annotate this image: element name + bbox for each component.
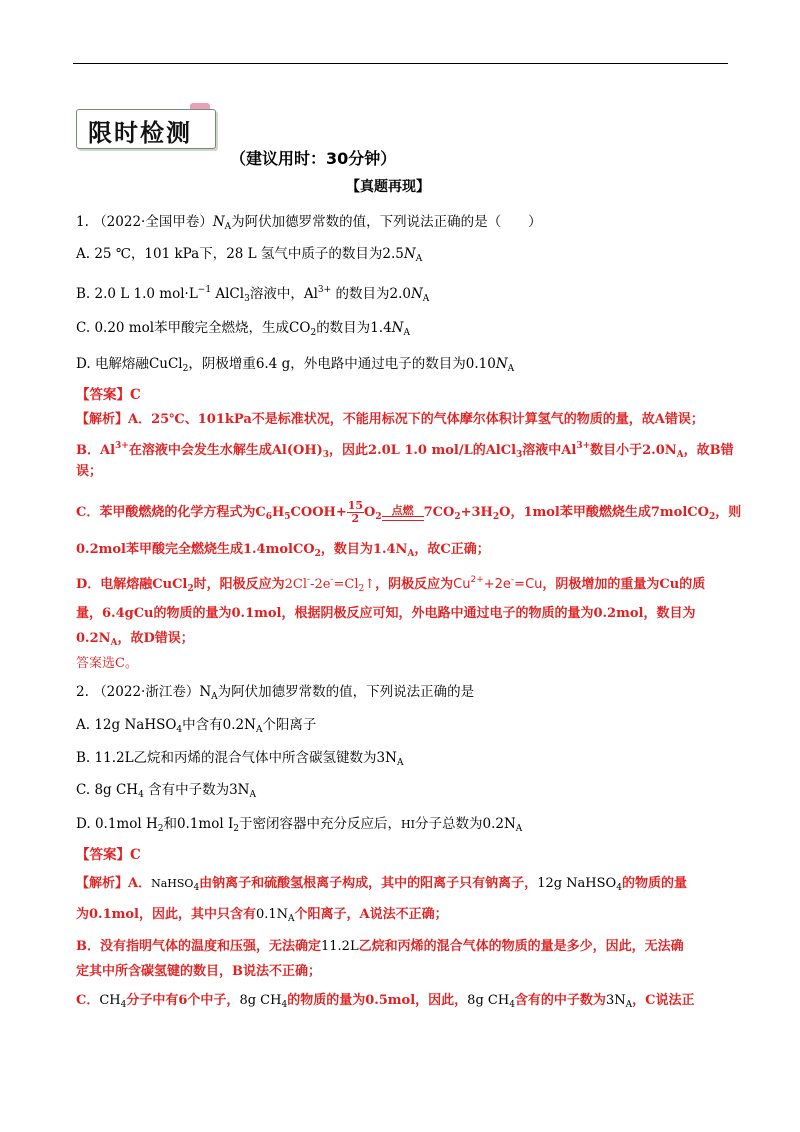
option-text: 3N: [229, 782, 250, 798]
option-text: 0.1mol H: [94, 816, 158, 832]
option-sub: A: [415, 254, 423, 264]
exp-text: +3H: [460, 505, 493, 520]
exp-text: ，则: [715, 505, 742, 520]
section-badge: [76, 103, 216, 149]
q2-source: （2022·浙江卷）: [93, 684, 200, 700]
option-text: 中含有: [182, 717, 223, 733]
option-sub: A: [422, 294, 430, 304]
option-sub: 2: [157, 824, 164, 834]
exp-sup: 3+: [115, 441, 129, 451]
exp-sup: 2+: [470, 575, 484, 585]
q2-exp-a-line2: [76, 905, 448, 929]
option-text: 8g CH: [94, 782, 139, 798]
exp-text: 时，阳极反应为: [193, 577, 285, 592]
q2-option-c: [76, 780, 256, 805]
exp-text: ，C说法正: [632, 993, 695, 1008]
exp-text: C．苯甲酸燃烧的化学方程式为: [76, 505, 256, 520]
exp-text: 0.1N: [255, 907, 289, 922]
exp-text: =Cu: [514, 577, 543, 592]
q1-exp-a: 【解析】A．25℃、101kPa不是标准状况，不能用标况下的气体摩尔体积计算氢气的物质的量，故A错误；: [76, 412, 704, 427]
option-label: B.: [76, 750, 91, 766]
condition-label: 点燃: [391, 503, 414, 517]
option-text: 分子总数为: [414, 816, 483, 832]
exp-text: ，数目为1.4N: [320, 542, 408, 557]
q1-exp-c-line1: [76, 500, 741, 527]
option-sub: 2: [182, 364, 189, 374]
exp-sub: 3: [516, 450, 523, 460]
badge-title: 限时检测: [88, 119, 192, 147]
exp-sub: A: [676, 450, 684, 460]
reaction-condition: [382, 505, 424, 521]
option-text: ，阴极增重: [188, 356, 256, 372]
q1-exp-d-line1: [76, 570, 705, 599]
exp-text: Cu: [453, 577, 471, 592]
option-text: 的数目为: [316, 320, 371, 336]
option-label: C.: [76, 320, 91, 336]
top-rule: [73, 63, 728, 64]
q1-exp-d-line2: 量，6.4gCu的物质的量为0.1mol，根据阴极反应可知，外电路中通过电子的物质的量为0.2mol，数目为: [76, 606, 696, 621]
exp-text: ，故B错: [683, 443, 734, 458]
option-sub: 2: [310, 328, 317, 338]
option-label: D.: [76, 356, 91, 372]
exp-sub: A: [407, 549, 415, 559]
exp-sub: 3: [322, 450, 330, 460]
q1-exp-c-line2: [76, 540, 490, 564]
fraction-den: 2: [351, 512, 360, 525]
q1-option-a: [76, 244, 422, 269]
q2-exp-a-line1: [76, 874, 687, 898]
option-text: 氢气中质子的数目为: [260, 246, 383, 262]
option-text: 下，: [199, 246, 227, 262]
exp-sub: 2: [492, 512, 500, 522]
exp-text: 个阳离子，A说法不正确；: [294, 907, 448, 922]
exp-text: B．没有指明气体的温度和压强，无法确定: [76, 939, 321, 954]
exp-text: -2e: [310, 577, 331, 592]
exp-sub: 4: [509, 1000, 515, 1010]
option-text: ，外电路中通过电子的数目为: [290, 356, 466, 372]
exp-text: 的物质的量为0.5mol，因此，: [287, 993, 468, 1008]
exp-sub: 2: [187, 584, 194, 594]
option-label: A.: [76, 717, 91, 733]
exp-text: 数目小于2.0N: [590, 443, 677, 458]
q2-option-d: [76, 814, 522, 839]
exp-text: COOH+: [290, 505, 347, 520]
q1-na: N: [212, 214, 225, 230]
q2-na-sub: A: [211, 692, 218, 702]
option-text: 0.10: [465, 356, 496, 372]
q1-num: 1.: [76, 214, 89, 230]
q1-exp-b-line1: [76, 436, 734, 465]
exp-sub: 4: [120, 1000, 127, 1010]
option-text: 个阳离子: [262, 717, 317, 733]
option-text: 电解熔融: [94, 356, 149, 372]
exp-text: O: [364, 505, 376, 520]
exp-text: C．: [76, 993, 100, 1008]
exp-sub: A: [110, 638, 118, 648]
q2-exp-b-line1: [76, 937, 684, 957]
option-label: A.: [76, 246, 91, 262]
option-sub: A: [507, 364, 515, 374]
option-text: 0.1mol I: [176, 816, 234, 832]
q1-final-answer: 答案选C。: [76, 656, 138, 671]
exp-sub: A: [288, 914, 295, 924]
exp-text: ，故C正确；: [414, 542, 490, 557]
option-text: CO: [289, 320, 311, 336]
exp-text: 8g CH: [239, 993, 282, 1008]
exp-sub: 5: [284, 512, 291, 522]
exp-text: ，阴极增加的重量为Cu的质: [542, 577, 706, 592]
option-sub: 4: [176, 725, 183, 735]
q1-answer: 【答案】C: [76, 387, 141, 403]
option-sub: A: [249, 790, 256, 800]
option-sub: A: [255, 725, 263, 735]
exp-text: 7CO: [423, 505, 455, 520]
option-text: AlCl: [211, 286, 245, 302]
exp-sub: 2: [454, 512, 461, 522]
option-label: C.: [76, 782, 91, 798]
q1-option-d: [76, 354, 514, 379]
exp-text: 12g NaHSO: [537, 876, 617, 891]
option-text: 苯甲酸完全燃烧，生成: [154, 320, 290, 336]
option-text: 0.2N: [222, 717, 256, 733]
exp-text: ，1mol苯甲酸燃烧生成7molCO: [510, 505, 709, 520]
option-text: 2.0: [389, 286, 411, 302]
exp-sub: 2: [358, 584, 365, 594]
option-text: 2.0 L 1.0 mol·L: [94, 286, 198, 302]
option-text: 于密闭容器中充分反应后，: [239, 816, 402, 832]
exp-text: 11.2L: [321, 939, 359, 954]
q2-na: N: [199, 684, 212, 700]
q1-option-c: [76, 318, 410, 343]
exp-text: D．电解熔融CuCl: [76, 577, 188, 592]
q2-answer: 【答案】C: [76, 847, 141, 863]
option-text: HI: [401, 818, 415, 831]
exp-sub: 2: [375, 512, 382, 522]
section-title: 【真题再现】: [346, 179, 430, 195]
exp-sub: 6: [265, 512, 272, 522]
exp-text: =Cl: [333, 577, 359, 592]
exp-text: 含有的中子数为: [514, 993, 606, 1008]
exp-text: 分子中有6个中子，: [126, 993, 240, 1008]
option-sub: 4: [138, 790, 144, 800]
exp-text: CH: [99, 993, 121, 1008]
exp-text: ，阴极反应为: [375, 577, 454, 592]
exp-text: ↑: [364, 577, 376, 592]
q1-stem-text: 为阿伏加德罗常数的值，下列说法正确的是（ ）: [231, 214, 542, 230]
option-text: 的数目为: [335, 286, 390, 302]
option-text: CuCl: [148, 356, 183, 372]
option-sub: A: [396, 758, 404, 768]
time-note: （建议用时：30分钟）: [230, 149, 397, 168]
exp-text: 2Cl: [284, 577, 308, 592]
exp-text: O: [499, 505, 511, 520]
q1-stem: [76, 212, 542, 237]
exp-text: 在溶液中会发生水解生成Al(OH): [128, 443, 323, 458]
option-text: 3N: [376, 750, 397, 766]
q1-option-b: [76, 280, 429, 309]
option-text: N: [410, 286, 423, 302]
exp-sup: -: [330, 575, 334, 585]
option-sup: 3+: [317, 285, 332, 295]
exp-text: 【解析】A．: [76, 876, 152, 891]
option-sub: 2: [233, 824, 240, 834]
q2-exp-c-line1: [76, 991, 694, 1015]
q2-option-a: [76, 715, 316, 740]
option-text: 12g NaHSO: [94, 717, 177, 733]
exp-text: 乙烷和丙烯的混合气体的物质的量是多少，因此，无法确: [358, 939, 684, 954]
exp-sub: 2: [708, 512, 716, 522]
q2-stem: [76, 682, 474, 707]
option-label: D.: [76, 816, 91, 832]
exp-text: C: [255, 505, 266, 520]
q1-exp-d-line3: [76, 629, 194, 653]
option-text: 11.2L乙烷和丙烯的混合气体中所含碳氢键数为: [94, 750, 377, 766]
exp-text: NaHSO: [151, 877, 194, 890]
exp-sup: -: [510, 575, 515, 585]
exp-sub: A: [625, 1000, 633, 1010]
option-label: B.: [76, 286, 91, 302]
exp-text: 0.2N: [76, 631, 111, 646]
option-text: 溶液中，: [249, 286, 304, 302]
exp-sub: 2: [314, 549, 321, 559]
q1-exp-b-line2: 误；: [76, 464, 103, 479]
exp-text: 3N: [605, 993, 626, 1008]
option-text: N: [403, 246, 416, 262]
q2-stem-text: 为阿伏加德罗常数的值，下列说法正确的是: [217, 684, 475, 700]
option-text: N: [495, 356, 508, 372]
option-text: 25 ℃，101 kPa: [94, 246, 200, 262]
exp-text: 的物质的量: [621, 876, 687, 891]
option-text: 0.20 mol: [94, 320, 155, 336]
exp-text: ，因此2.0L 1.0 mol/L的AlCl: [329, 443, 517, 458]
exp-sub: 4: [193, 883, 200, 893]
option-text: 含有中子数为: [148, 782, 230, 798]
q1-na-sub: A: [224, 222, 232, 232]
option-sup: −1: [197, 285, 212, 295]
option-text: 2.5: [382, 246, 404, 262]
option-sub: A: [515, 824, 523, 834]
option-sub: A: [403, 328, 410, 338]
option-text: 28 L: [226, 246, 257, 262]
exp-text: 由钠离子和硫酸氢根离子构成，其中的阳离子只有钠离子，: [199, 876, 538, 891]
option-text: Al: [303, 286, 318, 302]
option-text: 0.2N: [482, 816, 516, 832]
exp-text: 溶液中Al: [522, 443, 577, 458]
exp-text: 为0.1mol，因此，其中只含有: [76, 907, 256, 922]
exp-sup: -: [307, 575, 311, 585]
fraction-num: 15: [347, 499, 364, 512]
exp-text: H: [271, 505, 285, 520]
option-text: N: [391, 320, 404, 336]
exp-text: 8g CH: [467, 993, 510, 1008]
q1-source: （2022·全国甲卷）: [93, 214, 213, 230]
q2-exp-b-line2: 定其中所含碳氢键的数目，B说法不正确；: [76, 964, 321, 979]
option-text: 1.4: [370, 320, 392, 336]
q2-num: 2.: [76, 684, 89, 700]
option-sub: 3: [244, 294, 250, 304]
exp-text: ，故D错误；: [117, 631, 194, 646]
option-text: 和: [163, 816, 177, 832]
fraction: [347, 500, 364, 525]
exp-sub: 4: [616, 883, 622, 893]
option-text: 6.4 g: [255, 356, 291, 372]
exp-text: +2e: [483, 577, 511, 592]
exp-sup: 3+: [576, 441, 591, 451]
exp-text: 0.2mol苯甲酸完全燃烧生成1.4molCO: [76, 542, 315, 557]
exp-sub: 4: [281, 1000, 288, 1010]
q2-option-b: [76, 748, 403, 773]
exp-text: B．Al: [76, 443, 116, 458]
